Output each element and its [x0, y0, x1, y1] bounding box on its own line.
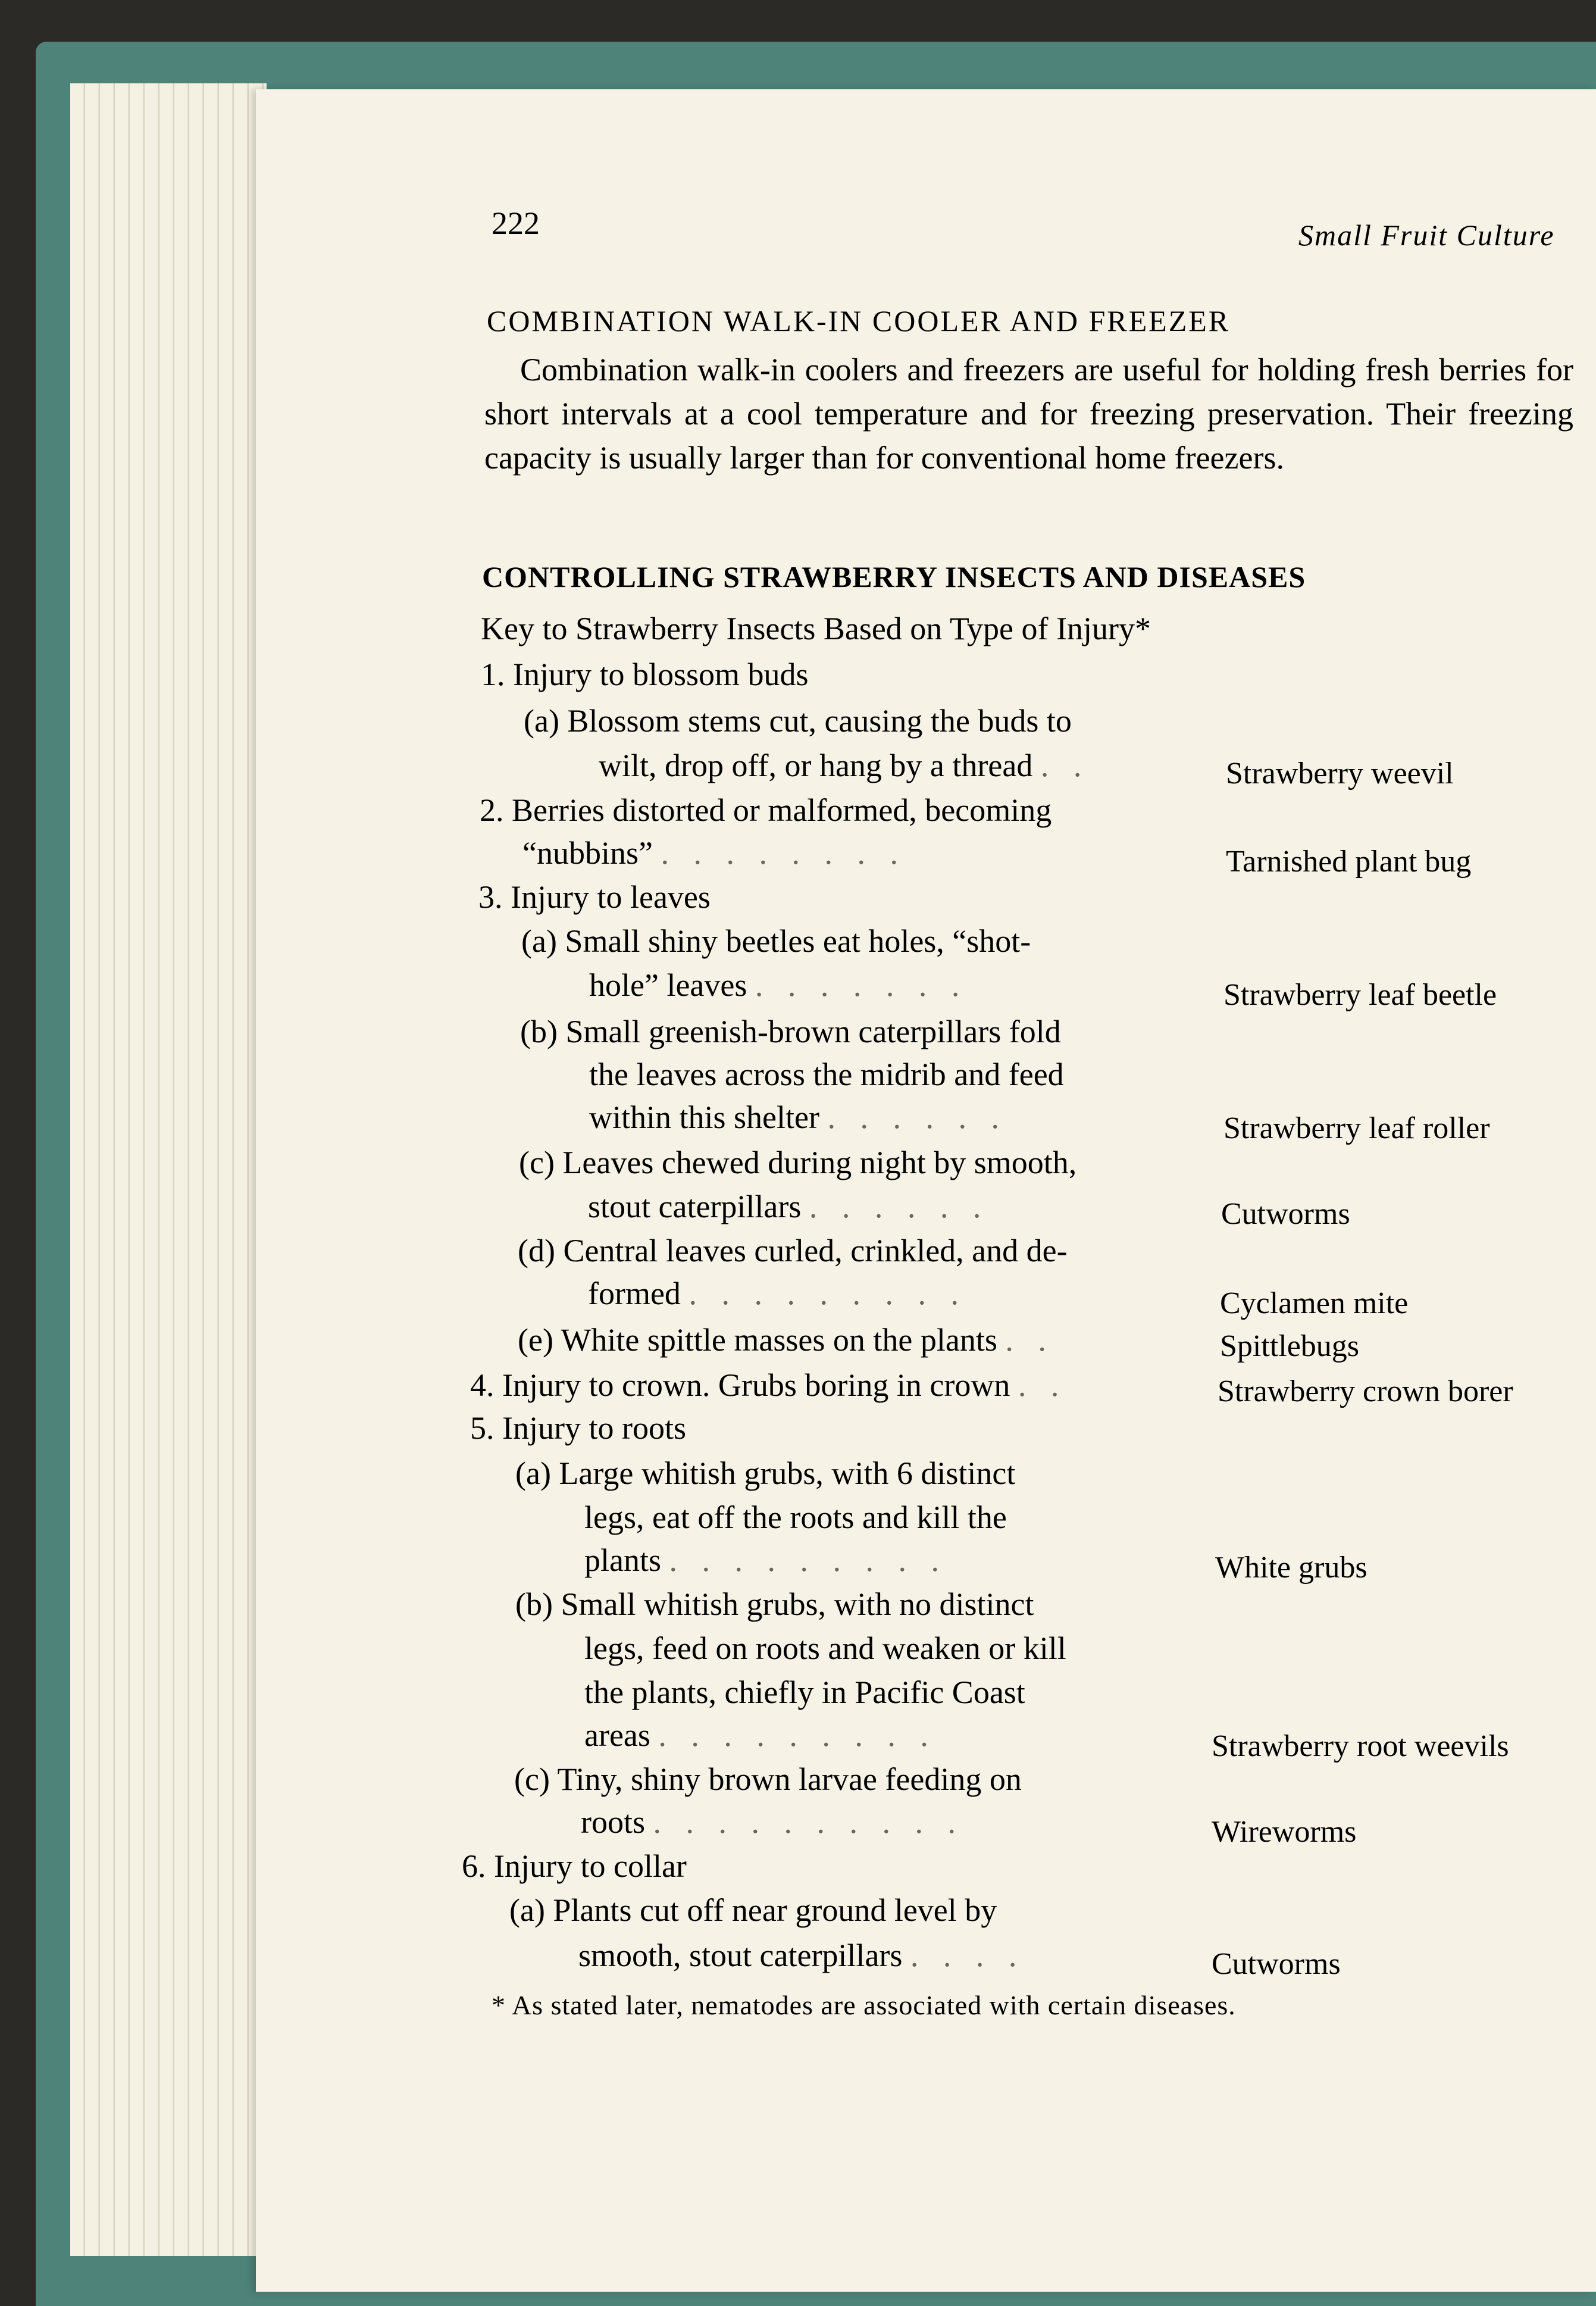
page-edges: [70, 83, 267, 2256]
answer-spittlebugs: Spittlebugs: [1220, 1329, 1360, 1363]
running-head: Small Fruit Culture: [1298, 218, 1555, 252]
key-item-5a: (a) Large whitish grubs, with 6 distinct: [515, 1455, 1016, 1491]
key-item-2: 2. Berries distorted or malformed, becoming: [480, 792, 1052, 828]
key-item-3b-cont2: within this shelter . . . . . .: [589, 1099, 1007, 1135]
key-item-5c-cont: roots . . . . . . . . . .: [581, 1804, 964, 1840]
key-item-3b-cont1: the leaves across the midrib and feed: [589, 1057, 1064, 1092]
answer-strawberry-leaf-roller: Strawberry leaf roller: [1223, 1111, 1490, 1145]
key-item-5b: (b) Small whitish grubs, with no distinct: [515, 1586, 1034, 1622]
answer-white-grubs: White grubs: [1215, 1551, 1367, 1585]
key-item-5c: (c) Tiny, shiny brown larvae feeding on: [514, 1761, 1022, 1797]
answer-strawberry-weevil: Strawberry weevil: [1226, 757, 1454, 790]
key-item-3d-cont: formed . . . . . . . . .: [588, 1276, 967, 1311]
answer-strawberry-leaf-beetle: Strawberry leaf beetle: [1223, 978, 1497, 1012]
key-item-3b: (b) Small greenish-brown caterpillars fold: [520, 1014, 1061, 1049]
key-item-3c: (c) Leaves chewed during night by smooth,: [519, 1145, 1077, 1180]
key-item-3a: (a) Small shiny beetles eat holes, “shot-: [521, 923, 1031, 959]
key-item-2-cont: “nubbins” . . . . . . . .: [522, 835, 906, 871]
footnote: * As stated later, nematodes are associated with certain diseases.: [492, 1990, 1236, 2020]
key-item-1a: (a) Blossom stems cut, causing the buds to: [524, 703, 1072, 739]
key-item-3d: (d) Central leaves curled, crinkled, and de-: [518, 1233, 1068, 1268]
key-item-6a-cont: smooth, stout caterpillars . . . .: [578, 1938, 1025, 1973]
answer-tarnished-plant-bug: Tarnished plant bug: [1226, 845, 1472, 879]
cooler-paragraph: Combination walk-in coolers and freezers are useful for holding fresh berries for short intervals at a cool temperature and for freezing preservation. Their freezing capacity is usually larger than for conventional home freezers.: [484, 352, 1573, 476]
key-item-3e: (e) White spittle masses on the plants . .: [518, 1322, 1054, 1358]
key-item-6a: (a) Plants cut off near ground level by: [509, 1892, 997, 1928]
key-item-1a-cont: wilt, drop off, or hang by a thread . .: [599, 748, 1090, 783]
key-item-3: 3. Injury to leaves: [478, 879, 711, 915]
answer-wireworms: Wireworms: [1212, 1815, 1357, 1849]
answer-cutworms: Cutworms: [1221, 1197, 1350, 1231]
key-title: Key to Strawberry Insects Based on Type of Injury*: [481, 611, 1151, 646]
page-number: 222: [492, 205, 540, 241]
key-item-3c-cont: stout caterpillars . . . . . .: [588, 1189, 990, 1224]
section-heading-cooler: COMBINATION WALK-IN COOLER AND FREEZER: [487, 304, 1231, 338]
key-item-5b-cont3: areas . . . . . . . . .: [584, 1717, 937, 1753]
key-item-1: 1. Injury to blossom buds: [481, 657, 809, 692]
key-item-5a-cont1: legs, eat off the roots and kill the: [584, 1499, 1007, 1535]
key-item-6: 6. Injury to collar: [462, 1848, 687, 1884]
key-item-5b-cont1: legs, feed on roots and weaken or kill: [584, 1630, 1066, 1666]
answer-cyclamen-mite: Cyclamen mite: [1220, 1286, 1409, 1320]
key-item-3a-cont: hole” leaves . . . . . . .: [589, 967, 968, 1003]
answer-cutworms-collar: Cutworms: [1212, 1947, 1341, 1981]
section-heading-insects: CONTROLLING STRAWBERRY INSECTS AND DISEASES: [482, 560, 1306, 593]
key-item-5a-cont2: plants . . . . . . . . .: [584, 1542, 947, 1578]
key-item-4: 4. Injury to crown. Grubs boring in crown . .: [470, 1367, 1068, 1403]
key-item-5: 5. Injury to roots: [470, 1410, 686, 1446]
key-item-5b-cont2: the plants, chiefly in Pacific Coast: [584, 1674, 1025, 1710]
answer-strawberry-root-weevils: Strawberry root weevils: [1212, 1729, 1509, 1763]
answer-strawberry-crown-borer: Strawberry crown borer: [1218, 1374, 1513, 1408]
